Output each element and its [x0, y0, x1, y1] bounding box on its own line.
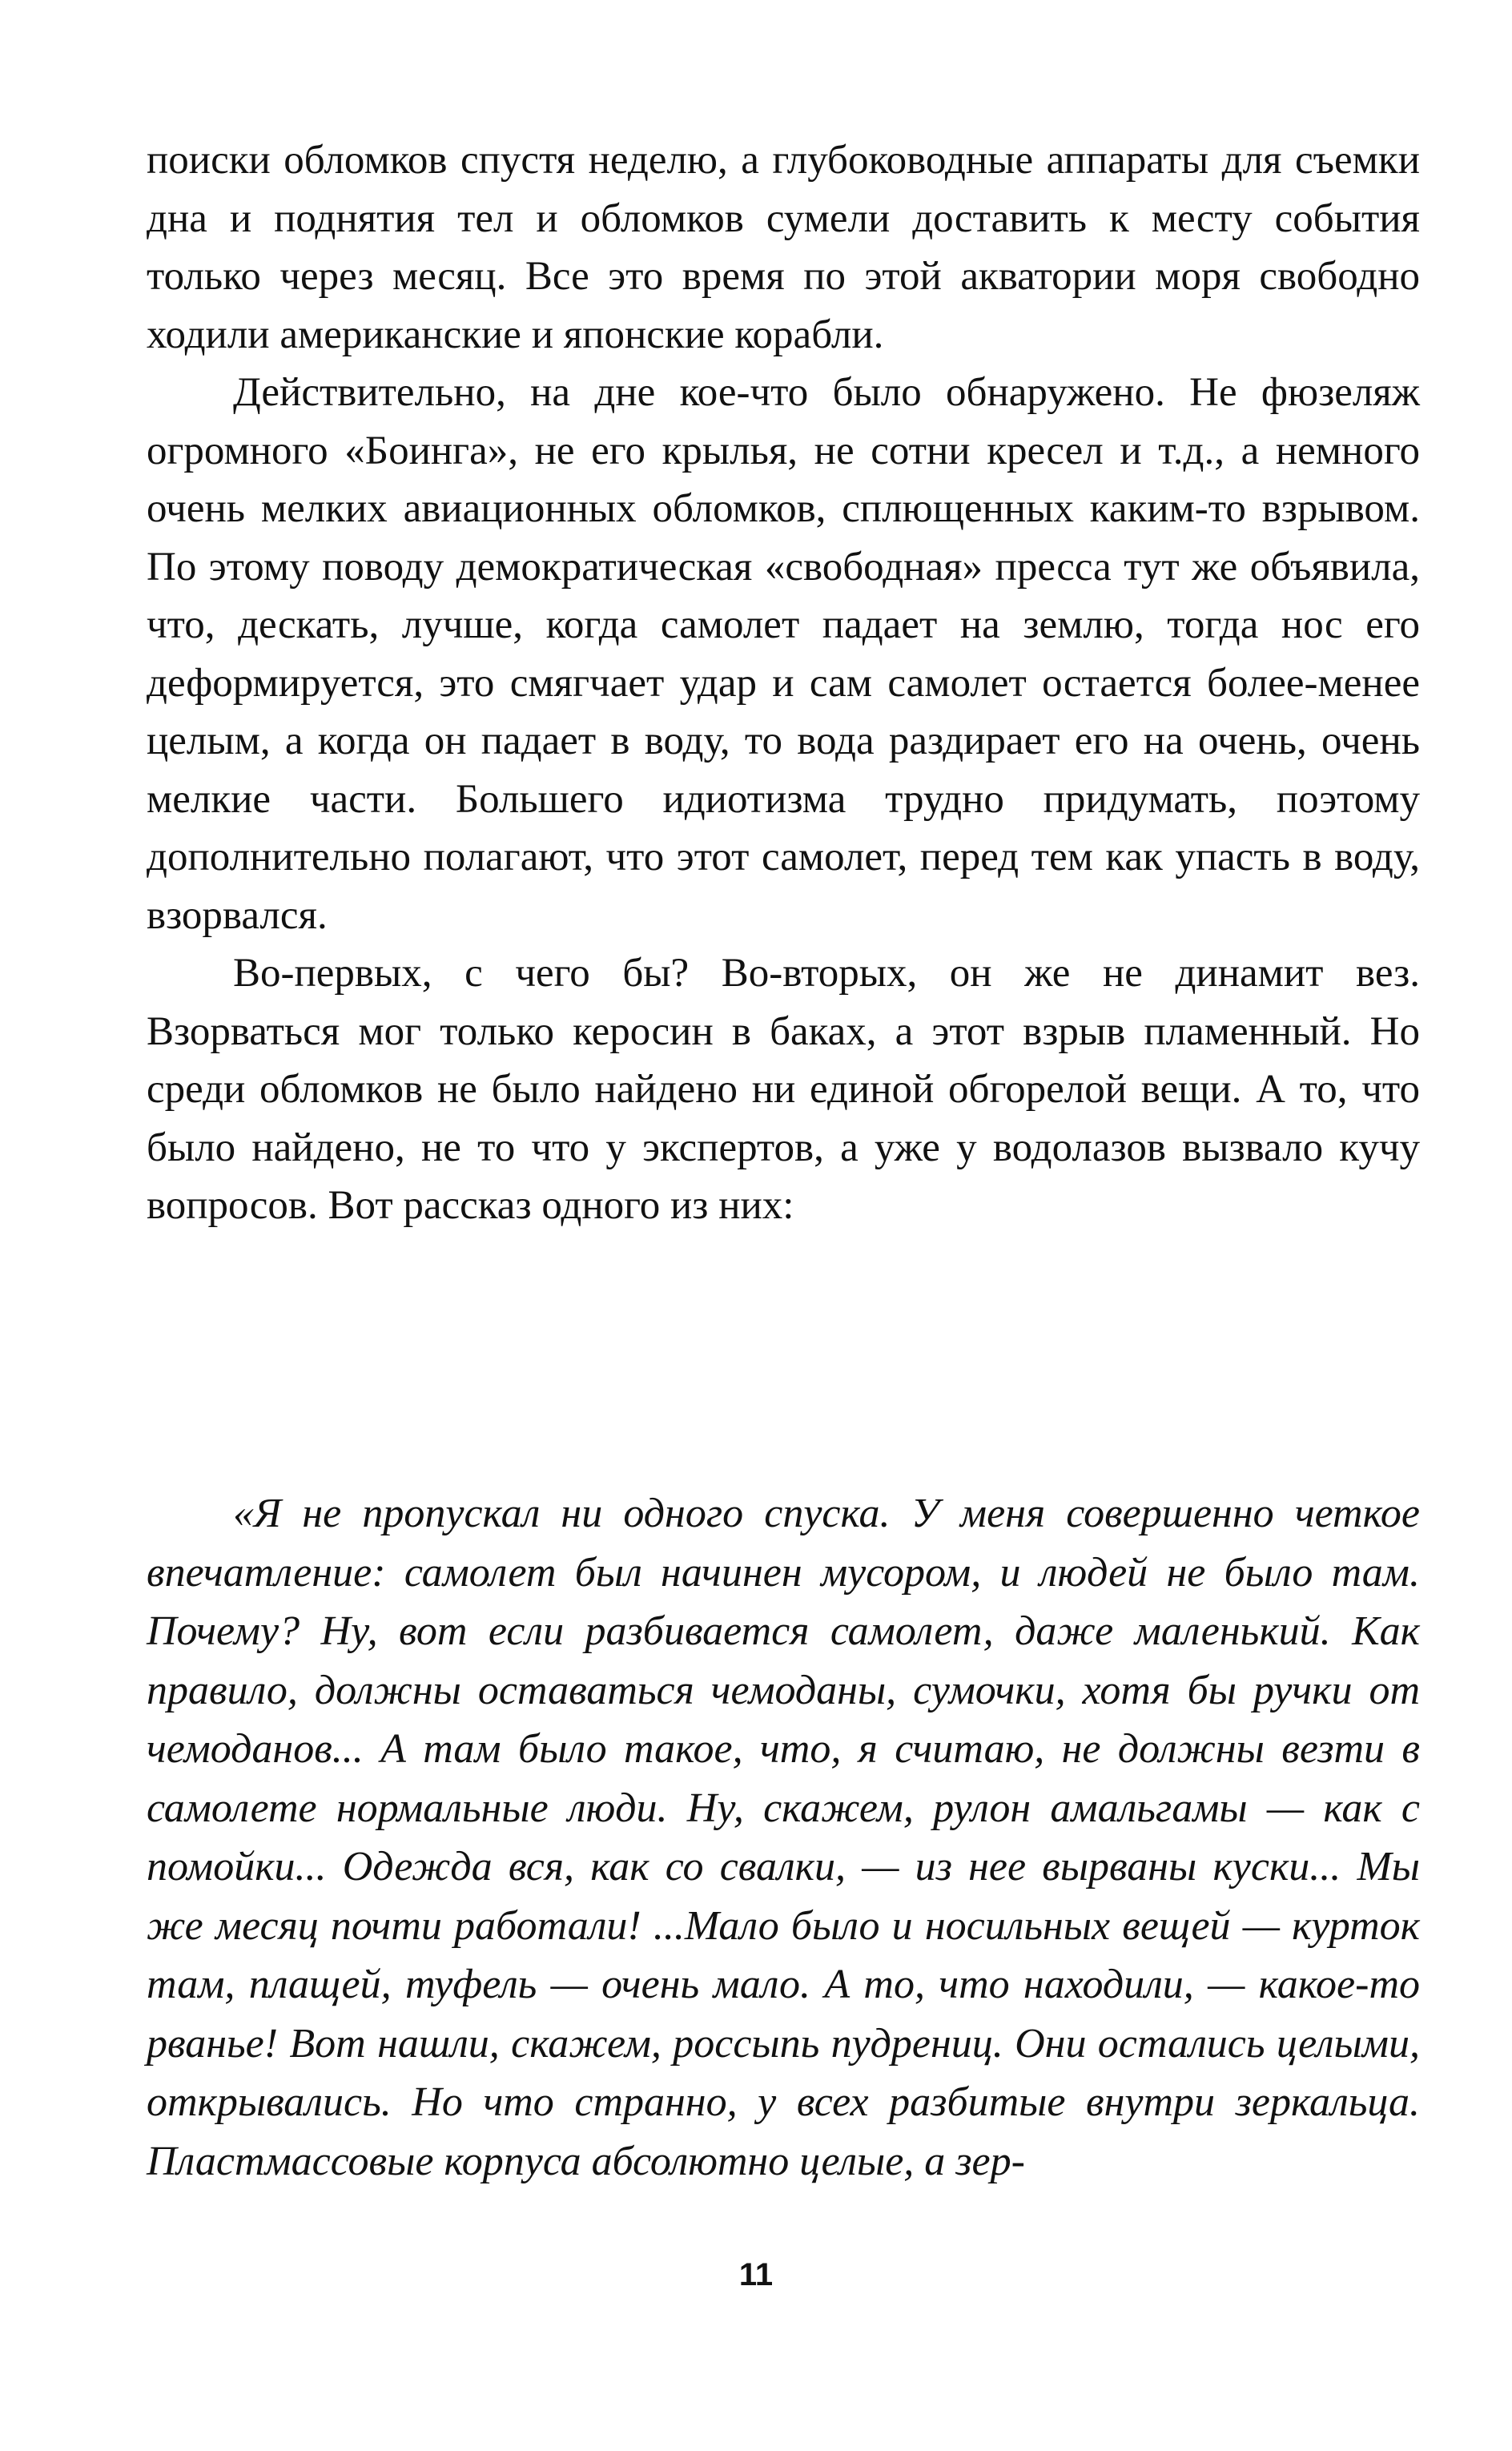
body-text — [147, 131, 1420, 1235]
quote-paragraph: «Я не пропускал ни одного спуска. У меня совершенно четкое впечатление: самолет был начинен мусором, и людей не было там. Почему? Ну, вот если разбивается самолет, даже маленький. Как правило, должны оставаться чемоданы, сумочки, хотя бы ручки от чемоданов... А там было такое, что, я считаю, не должны везти в самолете нормальные люди. Ну, скажем, рулон амальгамы — как с помойки... Одежда вся, как со свалки, — из нее вырваны куски... Мы же месяц почти работали! ...Мало было и носильных вещей — курток там, плащей, туфель — очень мало. А то, что находили, — какое-то рванье! Вот нашли, скажем, россыпь пудрениц. Они остались целыми, открывались. Но что странно, у всех разбитые внутри зеркальца. Пластмассовые корпуса абсолютно целые, а зер- — [147, 1491, 1420, 2184]
quote-block — [147, 1484, 1420, 2191]
paragraph-1: поиски обломков спустя неделю, а глубоководные аппараты для съемки дна и поднятия тел и обломков сумели доставить к месту события только через месяц. Все это время по этой акватории моря свободно ходили американские и японские корабли. — [147, 138, 1420, 357]
paragraph-2: Действительно, на дне кое-что было обнаружено. Не фюзеляж огромного «Боинга», не его крылья, не сотни кресел и т.д., а немного очень мелких авиационных обломков, сплющенных каким-то взрывом. По этому поводу демократическая «свободная» пресса тут же объявила, что, дескать, лучше, когда самолет падает на землю, тогда нос его деформируется, это смягчает удар и сам самолет остается более-менее целым, а когда он падает в воду, то вода раздирает его на очень, очень мелкие части. Большего идиотизма трудно придумать, поэтому дополнительно полагают, что этот самолет, перед тем как упасть в воду, взорвался. — [147, 370, 1420, 938]
page-number: 11 — [738, 2257, 774, 2292]
paragraph-3: Во-первых, с чего бы? Во-вторых, он же не динамит вез. Взорваться мог только керосин в баках, а этот взрыв пламенный. Но среди обломков не было найдено ни единой обгорелой вещи. А то, что было найдено, не то что у экспертов, а уже у водолазов вызвало кучу вопросов. Вот рассказ одного из них: — [147, 951, 1420, 1228]
